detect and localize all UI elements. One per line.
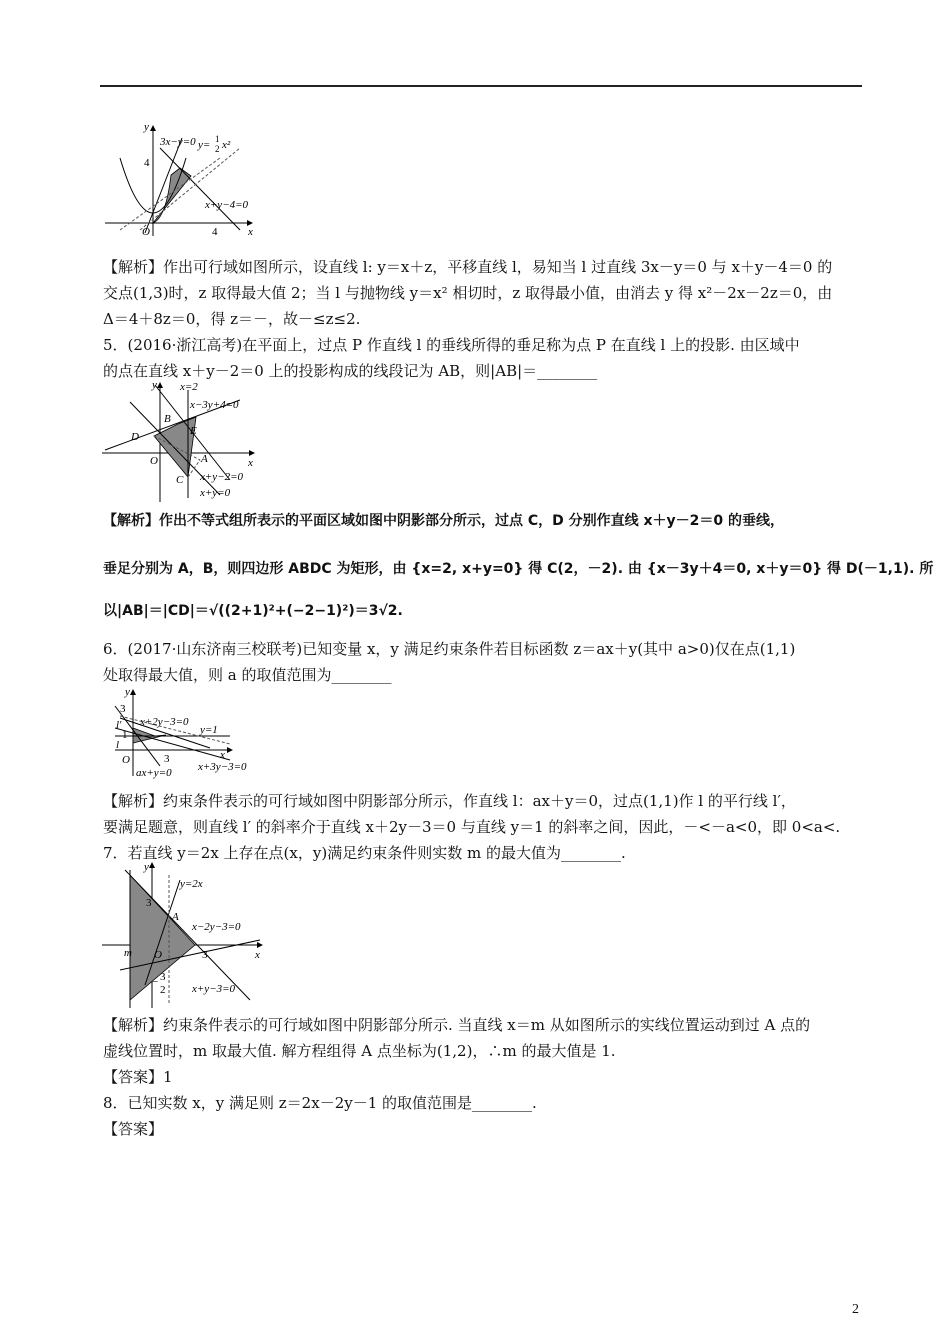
fig4-y-label: y [144, 861, 149, 873]
q4-analysis-line1: 【解析】作出可行域如图所示，设直线 l: y＝x＋z，平移直线 l，易知当 l 过直线 3x－y＝0 与 x＋y－4＝0 的 [103, 258, 833, 276]
q6-text-line2: 处取得最大值，则 a 的取值范围为________ [103, 666, 392, 684]
fig1-line1: 3x−y=0 [160, 136, 196, 148]
q7-text-line1: 7．若直线 y＝2x 上存在点(x，y)满足约束条件则实数 m 的最大值为________. [103, 844, 626, 862]
fig3-tick-3: 3 [120, 703, 126, 715]
fig2-line4: x+y=0 [200, 487, 231, 499]
fig3-origin: O [122, 754, 130, 766]
q6-analysis-line1: 【解析】约束条件表示的可行域如图中阴影部分所示，作直线 l：ax＋y＝0，过点(1,1)作 l 的平行线 l′， [103, 792, 796, 810]
fig2-point-c: C [176, 474, 184, 486]
q4-analysis-line2: 交点(1,3)时，z 取得最大值 2；当 l 与抛物线 y＝x² 相切时，z 取得最小值，由消去 y 得 x²－2x－2z＝0，由 [103, 284, 833, 302]
figure-m-region [100, 860, 270, 1010]
q5-text-line1: 5．(2016·浙江高考)在平面上，过点 P 作直线 l 的垂线所得的垂足称为点 P 在直线 l 上的投影. 由区域中 [103, 336, 800, 354]
fig2-line-x2: x=2 [180, 381, 198, 393]
fig4-line2: x−2y−3=0 [192, 921, 241, 933]
fig2-x-label: x [248, 457, 253, 469]
fig4-m-label: m [124, 947, 132, 959]
fig3-line1: x+2y−3=0 [140, 716, 189, 728]
fig2-origin: O [150, 455, 158, 467]
q6-analysis-line2: 要满足题意，则直线 l′ 的斜率介于直线 x＋2y－3＝0 与直线 y＝1 的斜率之间，因此，－<－a<0，即 0<a<. [103, 818, 841, 836]
fig1-x-label: x [248, 226, 253, 238]
fig1-line2x: x² [222, 139, 231, 151]
fig4-tick-y3: 3 [146, 897, 152, 909]
q8-answer: 【答案】 [103, 1120, 164, 1138]
fig4-frac-n: 3 [160, 971, 166, 983]
q5-analysis-line2: 垂足分别为 A，B，则四边形 ABDC 为矩形，由 {x=2, x+y=0} 得 C(2，－2). 由 {x－3y＋4＝0, x＋y＝0} 得 D(－1,1). 所 [103, 561, 934, 577]
q7-answer: 【答案】1 [103, 1068, 173, 1086]
q5-text-line2: 的点在直线 x＋y－2＝0 上的投影构成的线段记为 AB，则|AB|＝________ [103, 362, 598, 380]
figure-parabola-region [100, 118, 260, 238]
fig2-y-label: y [152, 380, 157, 391]
q5-analysis-line3: 以|AB|＝|CD|＝√((2+1)²+(−2−1)²)＝3√2. [103, 603, 403, 619]
fig2-point-a: A [201, 453, 208, 465]
fig3-y-label: y [125, 688, 130, 698]
fig1-frac-n: 1 [215, 134, 220, 144]
q5-analysis-line1: 【解析】作出不等式组所表示的平面区域如图中阴影部分所示，过点 C，D 分别作直线 x＋y－2＝0 的垂线， [103, 513, 785, 529]
fig3-tick-1: 1 [122, 729, 128, 741]
fig1-y-label: y [144, 121, 149, 133]
fig3-line2: y=1 [200, 724, 218, 736]
fig1-tick-x4: 4 [212, 226, 218, 238]
fig2-line3: x+y−2=0 [200, 471, 244, 483]
fig3-line3: x+3y−3=0 [198, 761, 247, 773]
figure-objective-region [100, 688, 260, 780]
fig4-point-a: A [172, 911, 179, 923]
fig1-tick-y4: 4 [144, 157, 150, 169]
q4-analysis-line3: Δ＝4＋8z＝0，得 z＝－，故－≤z≤2. [103, 310, 361, 328]
fig1-origin: O [142, 226, 150, 238]
q8-text-line1: 8．已知实数 x，y 满足则 z＝2x－2y－1 的取值范围是________. [103, 1094, 537, 1112]
fig4-line3: x+y−3=0 [192, 983, 236, 995]
fig2-line2: x−3y+4=0 [190, 399, 239, 411]
fig3-x-label: x [220, 749, 225, 761]
header-rule [100, 85, 862, 87]
q6-text-line1: 6．(2017·山东济南三校联考)已知变量 x，y 满足约束条件若目标函数 z＝ax＋y(其中 a>0)仅在点(1,1) [103, 640, 796, 658]
fig4-tick-x3: 3 [202, 949, 208, 961]
fig3-l: l [116, 739, 120, 751]
fig4-x-label: x [255, 949, 260, 961]
fig4-tick-minus: − [152, 976, 159, 988]
fig1-frac-d: 2 [215, 144, 220, 154]
fig2-point-e: E [190, 425, 197, 437]
fig3-tick-x3: 3 [164, 753, 170, 765]
q7-analysis-line2: 虚线位置时，m 取最大值. 解方程组得 A 点坐标为(1,2)，∴m 的最大值是 1. [103, 1042, 616, 1060]
fig3-lprime: l′ [116, 719, 122, 731]
fig1-line3: x+y−4=0 [205, 199, 249, 211]
figure-projection-region [100, 380, 260, 505]
page-number: 2 [852, 1302, 859, 1317]
fig4-frac-d: 2 [160, 984, 166, 996]
fig1-line2: y= [198, 139, 211, 151]
fig2-point-b: B [164, 413, 171, 425]
fig4-origin: O [154, 949, 162, 961]
q7-analysis-line1: 【解析】约束条件表示的可行域如图中阴影部分所示. 当直线 x＝m 从如图所示的实线位置运动到过 A 点的 [103, 1016, 811, 1034]
fig4-line1: y=2x [180, 878, 203, 890]
fig2-point-d: D [131, 431, 139, 443]
fig3-line4: ax+y=0 [136, 767, 172, 779]
